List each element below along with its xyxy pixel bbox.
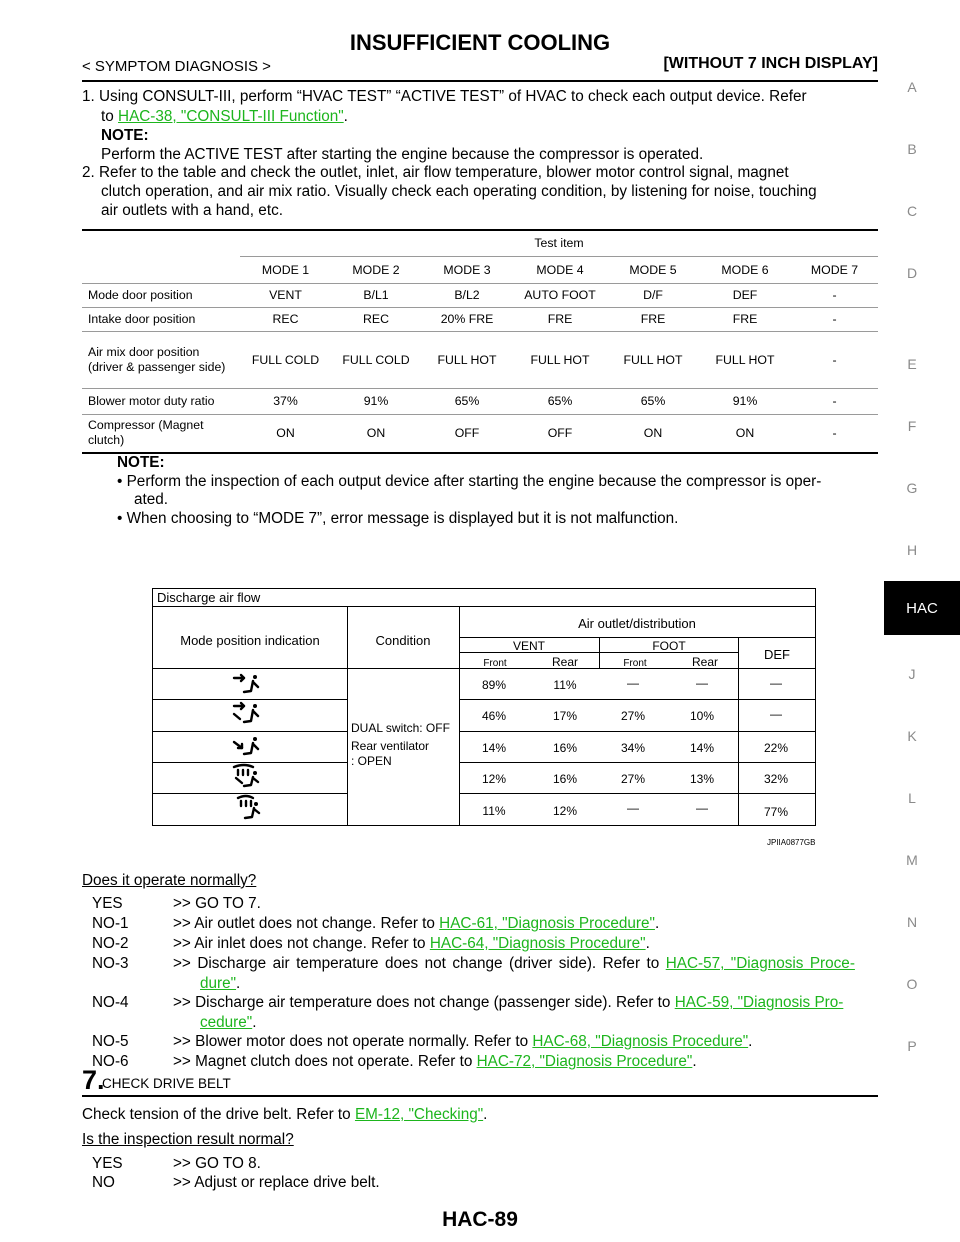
figure-cell: 27% <box>620 772 646 786</box>
answer-text <box>173 933 650 954</box>
table-row <box>82 414 878 453</box>
answer-key: YES <box>92 895 123 912</box>
side-index-d[interactable]: D <box>906 265 918 281</box>
mode-defrost-foot-icon <box>234 765 258 786</box>
mode-header: MODE 6 <box>699 256 791 283</box>
figure-col-mode: Mode position indication <box>180 633 320 648</box>
page-number: HAC-89 <box>442 1208 518 1231</box>
figure-condition-line1: DUAL switch: OFF <box>351 721 450 735</box>
question-operate-normally: Does it operate normally? <box>82 872 257 889</box>
figure-cell: 34% <box>620 741 646 755</box>
figure-vent: VENT <box>512 639 546 653</box>
page-title: INSUFFICIENT COOLING <box>349 30 611 55</box>
mode-foot-icon <box>234 737 258 754</box>
mode-defrost-icon <box>238 796 259 818</box>
row-label: Intake door position <box>82 307 240 331</box>
figure-cell: 77% <box>763 805 789 819</box>
figure-cell: — <box>627 801 639 815</box>
note2-bullet1b: ated. <box>134 491 169 508</box>
answer-key: NO-4 <box>92 994 129 1011</box>
table-cell: - <box>791 388 878 414</box>
table-cell: 20% FRE <box>421 307 513 331</box>
table-cell: B/L2 <box>421 283 513 307</box>
figure-condition-line3: : OPEN <box>351 754 392 768</box>
table-cell: - <box>791 307 878 331</box>
figure-cell: 32% <box>763 772 789 786</box>
step7-text-post: . <box>483 1106 488 1123</box>
answer-text <box>173 1031 752 1052</box>
table-cell: ON <box>607 414 699 453</box>
step1-line1: 1. Using CONSULT-III, perform “HVAC TEST” “ACTIVE TEST” of HVAC to check each output device. Refer <box>82 88 807 105</box>
answer-key: NO-3 <box>92 955 129 972</box>
note2-bullet2: • When choosing to “MODE 7”, error message is displayed but it is not malfunction. <box>117 510 679 527</box>
table-cell: VENT <box>240 283 331 307</box>
answer-text-cont <box>200 1012 256 1033</box>
table-cell: REC <box>240 307 331 331</box>
em-12-checking-link[interactable]: EM-12, "Checking" <box>354 1106 484 1123</box>
side-index-p[interactable]: P <box>907 1038 917 1054</box>
answer-text: >> GO TO 8. <box>173 1155 261 1172</box>
side-index-o[interactable]: O <box>906 976 918 992</box>
table-cell: B/L1 <box>331 283 421 307</box>
figure-cell: 13% <box>689 772 715 786</box>
row-label: Air mix door position (driver & passenger side) <box>82 331 240 388</box>
side-index-n[interactable]: N <box>906 914 918 930</box>
table-cell: - <box>791 283 878 307</box>
figure-foot: FOOT <box>652 639 686 653</box>
question-inspection-normal: Is the inspection result normal? <box>82 1131 294 1148</box>
figure-cell: 12% <box>552 804 578 818</box>
mode-header: MODE 5 <box>607 256 699 283</box>
table-corner-cell-lower <box>82 256 240 283</box>
answer-text <box>173 992 843 1013</box>
figure-cell: 89% <box>481 678 507 692</box>
answer-text: >> Adjust or replace drive belt. <box>173 1174 380 1191</box>
figure-foot-front: Front <box>623 658 647 669</box>
mode-bilevel-icon <box>234 703 258 722</box>
answer-pre: >> Air outlet does not change. Refer to <box>173 915 440 932</box>
table-cell: OFF <box>513 414 607 453</box>
answer-key: NO <box>92 1174 115 1191</box>
table-corner-cell <box>82 230 240 256</box>
figure-cell: 27% <box>620 709 646 723</box>
table-cell: ON <box>331 414 421 453</box>
answer-post: . <box>645 935 650 952</box>
note2-bullet1a: • Perform the inspection of each output device after starting the engine because the compressor is oper- <box>117 473 822 490</box>
table-cell: FRE <box>699 307 791 331</box>
answer-key: NO-1 <box>92 915 129 932</box>
page-subtitle: [WITHOUT 7 INCH DISPLAY] <box>663 55 878 72</box>
table-cell: AUTO FOOT <box>513 283 607 307</box>
side-index-m[interactable]: M <box>906 852 918 868</box>
table-row <box>82 307 878 331</box>
step7-number: 7. <box>82 1065 105 1095</box>
mode-header: MODE 1 <box>240 256 331 283</box>
side-index-j[interactable]: J <box>908 666 916 682</box>
table-cell: 91% <box>331 388 421 414</box>
mode-header: MODE 7 <box>791 256 878 283</box>
consult-function-link[interactable]: HAC-38, "CONSULT-III Function" <box>118 108 344 125</box>
hac-57-link-cont[interactable]: dure" <box>200 975 237 992</box>
figure-cell: 11% <box>553 678 577 692</box>
hac-59-link[interactable]: HAC-59, "Diagnosis Pro- <box>674 994 844 1011</box>
table-cell: REC <box>331 307 421 331</box>
side-index-c[interactable]: C <box>906 203 918 219</box>
table-cell: FULL HOT <box>699 331 791 388</box>
mode-header: MODE 4 <box>513 256 607 283</box>
step2-line3: air outlets with a hand, etc. <box>101 202 283 219</box>
hac-59-link-cont[interactable]: cedure" <box>200 1014 253 1031</box>
figure-cell: 12% <box>481 772 507 786</box>
table-cell: FULL HOT <box>513 331 607 388</box>
figure-cell: 10% <box>689 709 715 723</box>
figure-vent-rear: Rear <box>551 655 579 669</box>
answer-key: NO-2 <box>92 935 129 952</box>
step1-line2 <box>101 106 348 127</box>
table-row <box>82 283 878 307</box>
table-cell: ON <box>240 414 331 453</box>
side-index-f[interactable]: F <box>907 418 917 434</box>
figure-cell: — <box>696 676 708 690</box>
answer-key: NO-6 <box>92 1053 129 1070</box>
figure-col-condition: Condition <box>375 633 431 648</box>
figure-cell: 16% <box>552 741 578 755</box>
row-label: Mode door position <box>82 283 240 307</box>
table-cell: D/F <box>607 283 699 307</box>
test-item-table <box>82 229 878 454</box>
side-index-b[interactable]: B <box>907 141 917 157</box>
answer-text <box>173 953 855 974</box>
figure-vent-front: Front <box>483 658 507 669</box>
answer-key: NO-5 <box>92 1033 129 1050</box>
answer-post: . <box>654 915 660 932</box>
table-cell: FRE <box>513 307 607 331</box>
figure-cell: 14% <box>689 741 715 755</box>
step7-text-pre: Check tension of the drive belt. Refer to <box>82 1106 355 1123</box>
step7-heading <box>82 1065 878 1097</box>
side-index-hac-tab[interactable]: HAC <box>884 581 960 635</box>
side-index-a[interactable]: A <box>907 79 917 95</box>
step7-text <box>82 1104 487 1125</box>
mode-vent-icon <box>234 675 258 692</box>
figure-title: Discharge air flow <box>157 590 261 605</box>
side-index-k[interactable]: K <box>907 728 917 744</box>
mode-header: MODE 2 <box>331 256 421 283</box>
figure-cell: — <box>770 707 782 721</box>
answer-pre: >> Magnet clutch does not operate. Refer to <box>173 1053 477 1070</box>
table-cell: - <box>791 414 878 453</box>
table-cell: 65% <box>421 388 513 414</box>
figure-def: DEF <box>764 647 790 662</box>
answer-post: . <box>252 1014 257 1031</box>
answer-text-cont <box>200 973 240 994</box>
table-cell: FULL COLD <box>240 331 331 388</box>
figure-cell: 22% <box>763 741 789 755</box>
section-label: < SYMPTOM DIAGNOSIS > <box>82 58 271 75</box>
figure-code: JPIIA0877GB <box>767 838 816 847</box>
mode-header: MODE 3 <box>421 256 513 283</box>
answer-post: . <box>692 1053 697 1070</box>
figure-cell: 14% <box>481 741 507 755</box>
table-cell: FULL COLD <box>331 331 421 388</box>
answer-pre: >> Discharge air temperature does not change (passenger side). Refer to <box>173 994 675 1011</box>
side-index-l[interactable]: L <box>908 790 916 806</box>
hac-64-link[interactable]: HAC-64, "Diagnosis Procedure" <box>429 935 646 952</box>
table-cell: OFF <box>421 414 513 453</box>
answer-text: >> GO TO 7. <box>173 895 261 912</box>
table-row <box>82 388 878 414</box>
answer-post: . <box>236 975 241 992</box>
step2-line1: 2. Refer to the table and check the outlet, inlet, air flow temperature, blower motor control signal, magnet <box>82 164 789 181</box>
hac-72-link[interactable]: HAC-72, "Diagnosis Procedure" <box>476 1053 693 1070</box>
test-item-header: Test item <box>240 230 878 256</box>
step1-note-text: Perform the ACTIVE TEST after starting the engine because the compressor is operated. <box>101 146 704 163</box>
figure-foot-rear: Rear <box>691 655 719 669</box>
table-cell: 37% <box>240 388 331 414</box>
table-cell: FULL HOT <box>421 331 513 388</box>
side-index-g[interactable]: G <box>906 480 918 496</box>
figure-cell: — <box>770 676 782 690</box>
table-cell: ON <box>699 414 791 453</box>
figure-cell: 11% <box>482 804 506 818</box>
note2-label: NOTE: <box>117 454 165 471</box>
answer-post: . <box>748 1033 753 1050</box>
answer-key: YES <box>92 1155 123 1172</box>
row-label: Blower motor duty ratio <box>82 388 240 414</box>
step7-title: CHECK DRIVE BELT <box>102 1076 231 1091</box>
step1-note-label: NOTE: <box>101 127 149 144</box>
figure-cell: 46% <box>481 709 507 723</box>
step1-refer-text: to <box>101 108 119 125</box>
answer-pre: >> Discharge air temperature does not change (driver side). Refer to <box>173 955 666 972</box>
row-label: Compressor (Magnet clutch) <box>82 414 240 453</box>
answer-pre: >> Air inlet does not change. Refer to <box>173 935 430 952</box>
side-index-e[interactable]: E <box>907 356 917 372</box>
answer-pre: >> Blower motor does not operate normally. Refer to <box>173 1033 533 1050</box>
figure-cell: — <box>627 676 639 690</box>
answer-text <box>173 913 659 934</box>
table-cell: 65% <box>513 388 607 414</box>
table-cell: 65% <box>607 388 699 414</box>
table-cell: - <box>791 331 878 388</box>
hac-61-link[interactable]: HAC-61, "Diagnosis Procedure" <box>439 915 655 932</box>
step1-period: . <box>343 108 348 125</box>
header-rule <box>82 80 878 82</box>
hac-57-link[interactable]: HAC-57, "Diagnosis Proce- <box>665 955 855 972</box>
table-cell: 91% <box>699 388 791 414</box>
table-cell: FULL HOT <box>607 331 699 388</box>
figure-cell: 17% <box>552 709 578 723</box>
figure-col-outlet: Air outlet/distribution <box>578 616 696 631</box>
figure-condition-line2: Rear ventilator <box>351 739 430 753</box>
side-index-h[interactable]: H <box>906 542 918 558</box>
table-cell: FRE <box>607 307 699 331</box>
figure-cell: 16% <box>552 772 578 786</box>
table-row <box>82 331 878 388</box>
step2-line2: clutch operation, and air mix ratio. Visually check each operating condition, by listening for noise, touching <box>101 183 817 200</box>
hac-68-link[interactable]: HAC-68, "Diagnosis Procedure" <box>532 1033 749 1050</box>
discharge-air-flow-figure <box>152 588 816 826</box>
figure-cell: — <box>696 801 708 815</box>
table-cell: DEF <box>699 283 791 307</box>
